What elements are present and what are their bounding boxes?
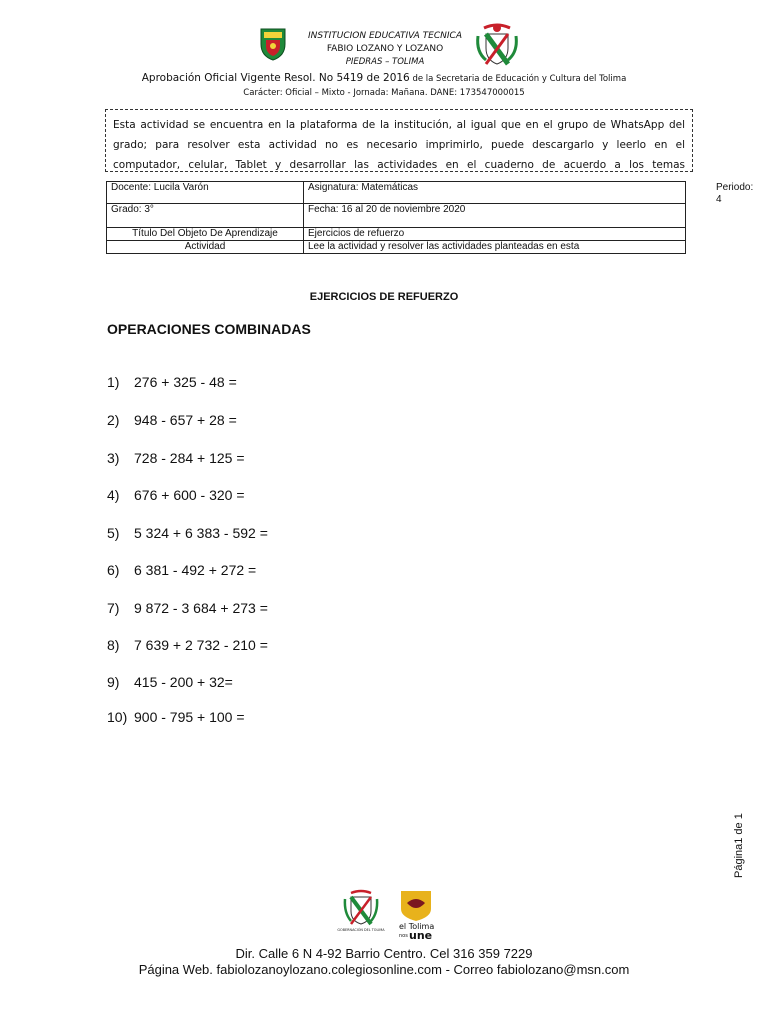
slogan-3: une <box>409 929 433 942</box>
section-title: OPERACIONES COMBINADAS <box>107 321 311 337</box>
asignatura-text: Asignatura: Matemáticas <box>308 182 419 193</box>
exercise-item <box>107 450 245 466</box>
exercise-item <box>107 487 245 503</box>
exercise-expression: 900 - 795 + 100 = <box>134 709 245 725</box>
institution-place: PIEDRAS – TOLIMA <box>345 57 425 67</box>
exercise-expression: 9 872 - 3 684 + 273 = <box>134 600 268 616</box>
exercise-number: 10) <box>107 709 128 725</box>
exercise-expression: 676 + 600 - 320 = <box>134 487 245 503</box>
exercise-number: 5) <box>107 525 120 541</box>
actividad-value-cell: Lee la actividad y resolver las actividades planteadas en esta <box>304 241 686 254</box>
page-number-label: Página1 de 1 <box>733 813 745 878</box>
subtitle: EJERCICIOS DE REFUERZO <box>309 291 459 303</box>
notice-box: Esta actividad se encuentra en la plataforma de la institución, al igual que en el grupo de WhatsApp del grado; para resolver esta actividad no es necesario imprimirlo, puede descargarlo y leerlo en el computador, celular, Tablet y desarrollar las actividades en el cuaderno de acuerdo a los temas <box>105 109 693 172</box>
exercise-number: 9) <box>107 674 120 690</box>
approval-small: de la Secretaria de Educación y Cultura del Tolima <box>409 74 627 84</box>
exercise-number: 6) <box>107 562 120 578</box>
actividad-label-cell: Actividad <box>107 241 304 254</box>
exercise-expression: 415 - 200 + 32= <box>134 674 233 690</box>
grado-cell: Grado: 3° <box>107 204 304 228</box>
approval-main: Aprobación Oficial Vigente Resol. No 5419 de 2016 <box>141 72 410 84</box>
el-tolima-nos-une-logo-icon <box>397 889 435 941</box>
slogan-1: el Tolima <box>399 922 435 931</box>
exercise-number: 4) <box>107 487 120 503</box>
exercise-item <box>107 709 245 725</box>
character-line: Carácter: Oficial – Mixto - Jornada: Mañana. DANE: 173547000015 <box>243 88 525 98</box>
exercise-item <box>107 600 268 616</box>
titulo-label-cell: Título Del Objeto De Aprendizaje <box>107 228 304 241</box>
slogan-2: nos <box>399 933 408 939</box>
tolima-coat-of-arms-icon <box>474 22 520 68</box>
titulo-value-cell: Ejercicios de refuerzo <box>304 228 686 241</box>
gobernacion-tolima-logo-icon <box>337 891 385 935</box>
exercise-expression: 6 381 - 492 + 272 = <box>134 562 257 578</box>
exercise-expression: 948 - 657 + 28 = <box>134 412 237 428</box>
info-table <box>106 181 754 254</box>
footer-web: Página Web. fabiolozanoylozano.colegiosonline.com - Correo fabiolozano@msn.com <box>138 962 630 977</box>
exercise-number: 2) <box>107 412 120 428</box>
exercise-item <box>107 637 268 653</box>
approval-line <box>0 72 768 84</box>
footer-address: Dir. Calle 6 N 4-92 Barrio Centro. Cel 316 359 7229 <box>235 946 533 961</box>
periodo-text: Periodo: 4 <box>716 182 754 205</box>
exercise-number: 7) <box>107 600 120 616</box>
exercise-item <box>107 525 268 541</box>
asignatura-cell <box>304 182 754 205</box>
exercise-item <box>107 412 237 428</box>
gov-label: GOBERNACIÓN DEL TOLIMA <box>337 928 385 932</box>
exercise-number: 3) <box>107 450 120 466</box>
exercise-item <box>107 374 237 390</box>
institution-name: FABIO LOZANO Y LOZANO <box>326 44 444 54</box>
exercise-number: 8) <box>107 637 120 653</box>
fecha-cell: Fecha: 16 al 20 de noviembre 2020 <box>304 204 686 228</box>
exercise-expression: 276 + 325 - 48 = <box>134 374 237 390</box>
exercise-item <box>107 562 256 578</box>
institution-type: INSTITUCION EDUCATIVA TECNICA <box>308 31 462 41</box>
exercise-expression: 728 - 284 + 125 = <box>134 450 245 466</box>
exercise-number: 1) <box>107 374 120 390</box>
docente-cell: Docente: Lucila Varón <box>107 182 304 204</box>
exercise-item <box>107 674 233 690</box>
exercise-expression: 5 324 + 6 383 - 592 = <box>134 525 268 541</box>
school-crest-icon <box>258 26 288 62</box>
exercise-expression: 7 639 + 2 732 - 210 = <box>134 637 268 653</box>
